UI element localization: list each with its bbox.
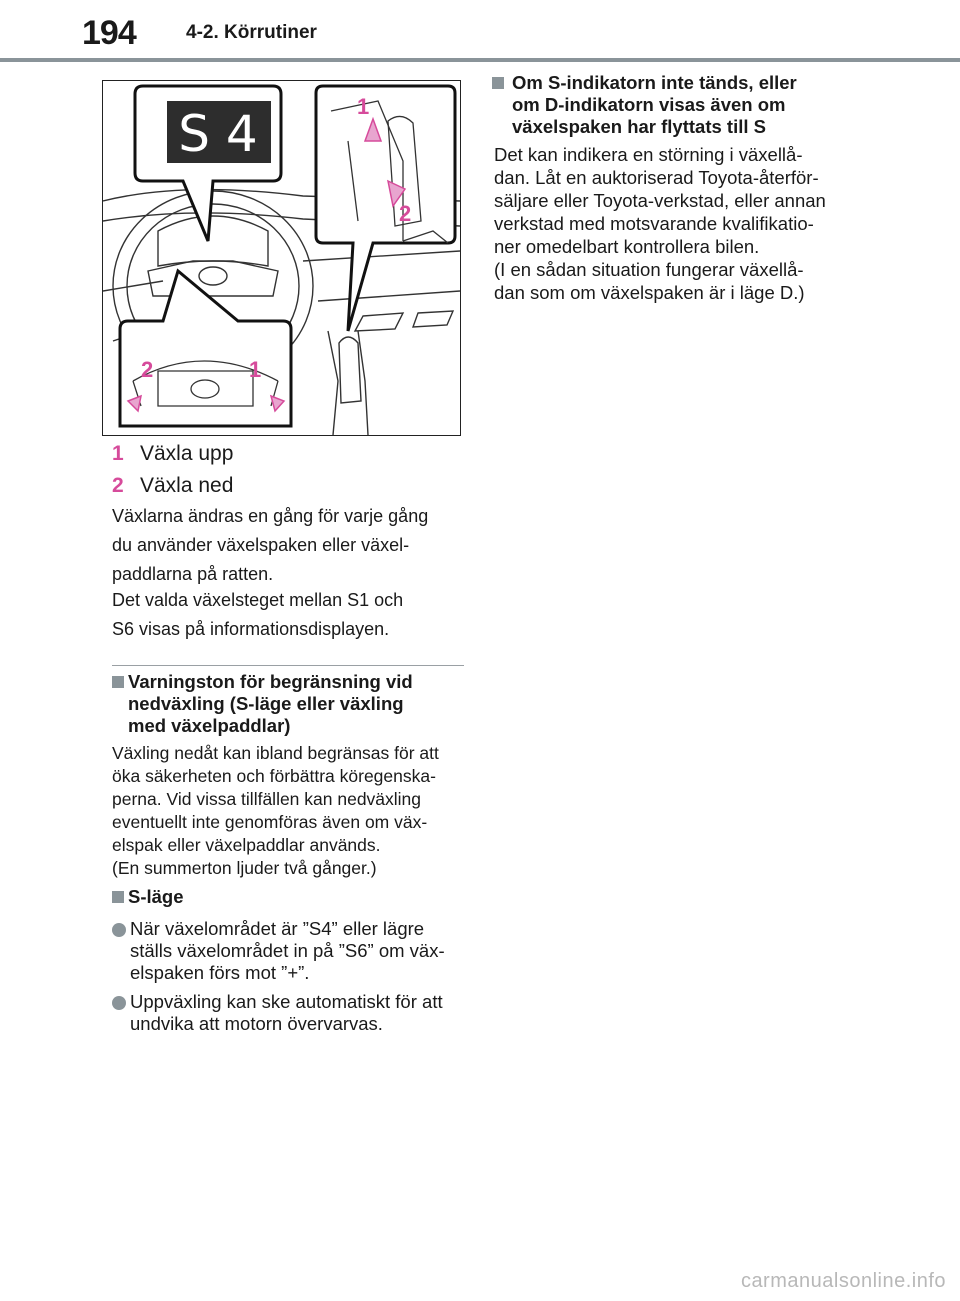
section-divider — [112, 665, 464, 666]
text-line: verkstad med motsvarande kvalifikatio- — [494, 213, 814, 234]
text-line: du använder växelspaken eller växel- — [112, 535, 410, 555]
text-line: dan som om växelspaken är i läge D.) — [494, 282, 805, 303]
legend-item-shift-up — [112, 442, 233, 466]
text-line: om D-indikatorn visas även om — [512, 94, 786, 115]
circle-bullet-icon — [112, 996, 126, 1010]
paragraph-downshift-warning — [112, 742, 439, 880]
square-bullet-icon — [112, 891, 124, 903]
paddle-label-down: 2 — [141, 357, 154, 382]
text-line: elspak eller växelpaddlar används. — [112, 835, 381, 855]
text-line: När växelområdet är ”S4” eller lägre — [130, 918, 425, 939]
paragraph-s-indicator — [494, 143, 826, 304]
text-line: Varningston för begränsning vid — [128, 671, 413, 692]
legend-text: Växla ned — [140, 474, 234, 497]
text-line: ner omedelbart kontrollera bilen. — [494, 236, 760, 257]
text-line: med växelpaddlar) — [128, 715, 291, 736]
header-divider — [0, 58, 960, 62]
text-line: ställs växelområdet in på ”S6” om väx- — [130, 940, 445, 961]
page-header — [0, 0, 960, 62]
text-line: S6 visas på informationsdisplayen. — [112, 619, 390, 639]
bullet-s4-range — [130, 918, 445, 984]
text-line: Det valda växelsteget mellan S1 och — [112, 590, 404, 610]
text-line: (I en sådan situation fungerar växellå- — [494, 259, 804, 280]
bullet-auto-upshift — [130, 991, 443, 1035]
page-number: 194 — [82, 14, 136, 52]
text-line: öka säkerheten och förbättra köregenska- — [112, 766, 436, 786]
paragraph-gear-change — [112, 502, 428, 589]
section-title: 4-2. Körrutiner — [186, 22, 317, 43]
text-line: paddlarna på ratten. — [112, 564, 274, 584]
legend-item-shift-down — [112, 474, 233, 498]
steering-wheel-and-shifter-drawing — [103, 81, 460, 435]
text-line: Det kan indikera en störning i växellå- — [494, 144, 803, 165]
watermark: carmanualsonline.info — [740, 1270, 946, 1292]
heading-downshift-warning — [128, 671, 413, 737]
text-line: säljare eller Toyota-verkstad, eller annan — [494, 190, 826, 211]
paddle-label-up: 1 — [249, 357, 262, 382]
square-bullet-icon — [112, 676, 124, 688]
shift-label-down: 2 — [399, 201, 412, 226]
heading-s-indicator — [512, 72, 797, 138]
legend-number: 2 — [112, 474, 124, 497]
text-line: nedväxling (S-läge eller växling — [128, 693, 404, 714]
text-line: undvika att motorn övervarvas. — [130, 1013, 383, 1034]
legend-text: Växla upp — [140, 442, 234, 465]
text-line: Uppväxling kan ske automatiskt för att — [130, 991, 443, 1012]
text-line: Växlarna ändras en gång för varje gång — [112, 506, 429, 526]
text-line: elspaken förs mot ”+”. — [130, 962, 310, 983]
gear-display-text: S 4 — [178, 105, 258, 163]
text-line: eventuellt inte genomföras även om väx- — [112, 812, 428, 832]
text-line: perna. Vid vissa tillfällen kan nedväxling — [112, 789, 422, 809]
shift-illustration — [102, 80, 461, 436]
text-line: (En summerton ljuder två gånger.) — [112, 858, 377, 878]
square-bullet-icon — [492, 77, 504, 89]
text-line: växelspaken har flyttats till S — [512, 116, 766, 137]
heading-s-mode: S-läge — [128, 886, 184, 907]
paragraph-selected-gear — [112, 586, 403, 644]
circle-bullet-icon — [112, 923, 126, 937]
text-line: dan. Låt en auktoriserad Toyota-återför- — [494, 167, 819, 188]
text-line: Om S-indikatorn inte tänds, eller — [512, 72, 797, 93]
shift-label-up: 1 — [357, 94, 370, 119]
legend-number: 1 — [112, 442, 124, 465]
text-line: Växling nedåt kan ibland begränsas för att — [112, 743, 439, 763]
